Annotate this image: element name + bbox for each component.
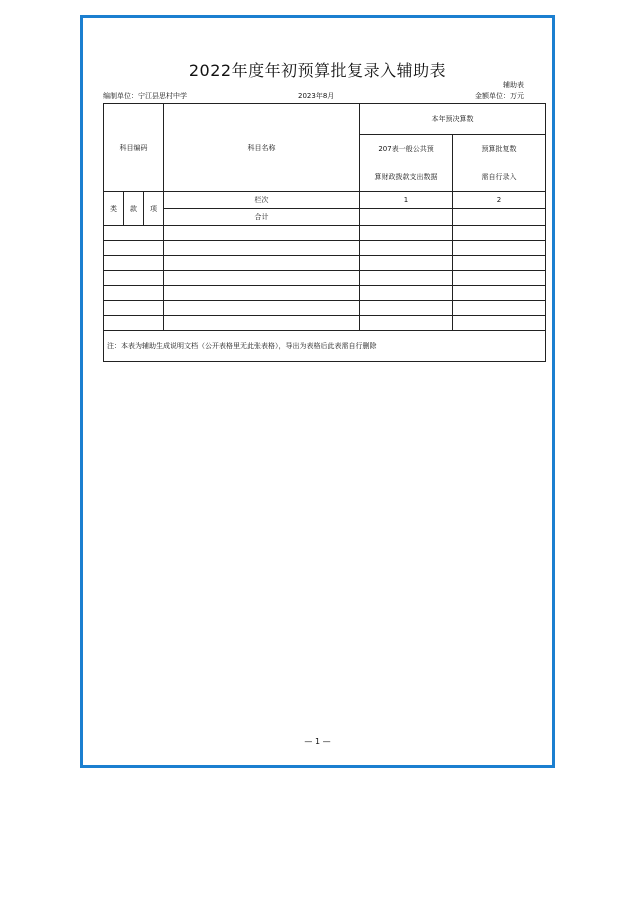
table-cell xyxy=(453,241,546,256)
header-column-a-line1: 207表一般公共预 xyxy=(378,145,434,153)
header-subject-name: 科目名称 xyxy=(164,104,360,192)
table-cell xyxy=(164,316,360,331)
header-budget-group: 本年预决算数 xyxy=(360,104,546,135)
table-row xyxy=(104,316,546,331)
table-cell xyxy=(104,301,164,316)
page-frame xyxy=(80,15,555,768)
table-cell xyxy=(164,271,360,286)
header-column-a-line2: 算财政拨款支出数据 xyxy=(374,173,438,181)
table-cell xyxy=(360,286,453,301)
table-cell xyxy=(453,226,546,241)
document-tag: 辅助表 xyxy=(503,81,524,89)
header-xiang: 项 xyxy=(144,192,164,226)
table-cell xyxy=(164,286,360,301)
table-cell xyxy=(360,241,453,256)
total-row-col-b xyxy=(453,209,546,226)
table-cell xyxy=(104,271,164,286)
table-cell xyxy=(104,316,164,331)
table-cell xyxy=(453,301,546,316)
header-subject-code: 科目编码 xyxy=(104,104,164,192)
table-cell xyxy=(164,301,360,316)
currency-unit: 金额单位：万元 xyxy=(475,92,524,100)
compiling-unit: 编制单位：宁江县思村中学 xyxy=(103,92,187,100)
header-column-b-line1: 预算批复数 xyxy=(481,145,517,153)
header-column-a xyxy=(360,135,453,192)
table-row xyxy=(104,271,546,286)
index-row-col-a: 1 xyxy=(360,192,453,209)
table-cell xyxy=(360,271,453,286)
table-row xyxy=(104,286,546,301)
total-row xyxy=(104,209,546,226)
table-cell xyxy=(104,226,164,241)
header-column-b-line2: 需自行录入 xyxy=(481,173,517,181)
table-cell xyxy=(360,301,453,316)
table-cell xyxy=(164,256,360,271)
document-title: 2022年度年初预算批复录入辅助表 xyxy=(188,61,447,80)
total-row-label: 合计 xyxy=(164,209,360,226)
table-cell xyxy=(104,286,164,301)
page-number: — 1 — xyxy=(304,737,331,746)
table-cell xyxy=(164,226,360,241)
document-date: 2023年8月 xyxy=(298,92,335,100)
table-row xyxy=(104,301,546,316)
budget-table xyxy=(103,103,546,362)
table-cell xyxy=(360,256,453,271)
total-row-col-a xyxy=(360,209,453,226)
index-row xyxy=(104,192,546,209)
table-cell xyxy=(453,316,546,331)
table-note: 注：本表为辅助生成说明文档（公开表格里无此张表格），导出为表格后此表需自行删除 xyxy=(104,331,546,362)
table-cell xyxy=(453,286,546,301)
table-cell xyxy=(453,271,546,286)
table-cell xyxy=(164,241,360,256)
table-row xyxy=(104,256,546,271)
header-kuan: 款 xyxy=(124,192,144,226)
table-cell xyxy=(104,256,164,271)
index-row-col-b: 2 xyxy=(453,192,546,209)
table-cell xyxy=(360,316,453,331)
index-row-label: 栏次 xyxy=(164,192,360,209)
table-row xyxy=(104,241,546,256)
table-row xyxy=(104,226,546,241)
table-cell xyxy=(360,226,453,241)
header-column-b xyxy=(453,135,546,192)
table-cell xyxy=(104,241,164,256)
header-row-1 xyxy=(104,104,546,135)
table-cell xyxy=(453,256,546,271)
header-lei: 类 xyxy=(104,192,124,226)
note-row xyxy=(104,331,546,362)
